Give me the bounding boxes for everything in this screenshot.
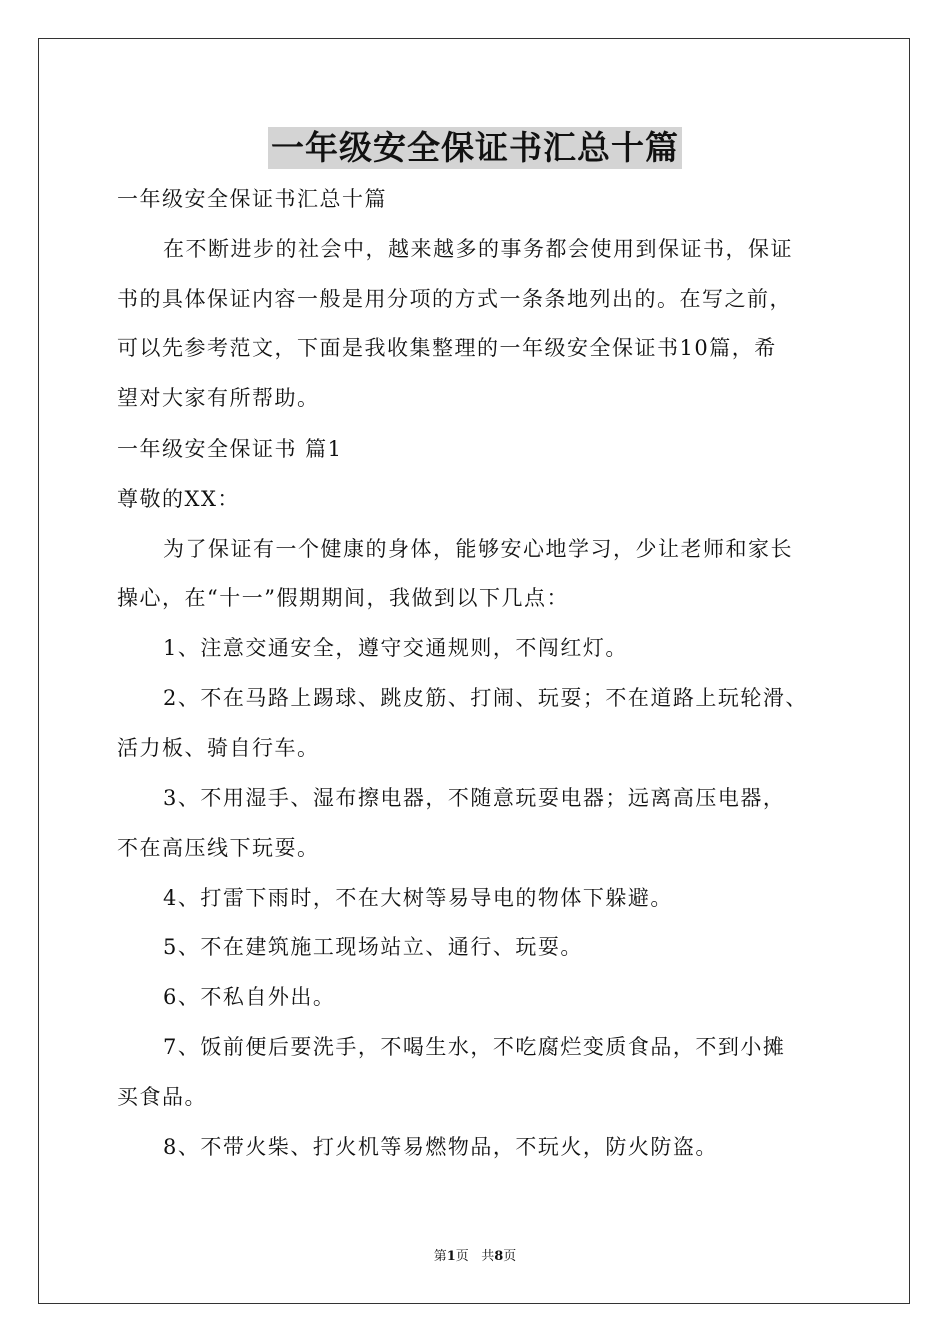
list-item: 4、打雷下雨时，不在大树等易导电的物体下躲避。 <box>163 886 673 910</box>
section-heading: 一年级安全保证书 篇1 <box>117 437 343 461</box>
paragraph-line: 望对大家有所帮助。 <box>117 386 320 410</box>
list-item-continuation: 活力板、骑自行车。 <box>117 736 320 760</box>
paragraph-line: 为了保证有一个健康的身体，能够安心地学习，少让老师和家长 <box>163 537 793 561</box>
document-title: 一年级安全保证书汇总十篇 <box>268 127 682 169</box>
salutation: 尊敬的XX： <box>117 487 240 511</box>
page-footer <box>0 1248 950 1266</box>
list-item-continuation: 不在高压线下玩耍。 <box>117 836 320 860</box>
list-item: 5、不在建筑施工现场站立、通行、玩耍。 <box>163 935 583 959</box>
subtitle-line: 一年级安全保证书汇总十篇 <box>117 187 387 211</box>
paragraph-line: 可以先参考范文，下面是我收集整理的一年级安全保证书10篇，希 <box>117 336 777 360</box>
title-block <box>0 127 950 169</box>
paragraph-line: 操心，在“十一”假期期间，我做到以下几点： <box>117 586 569 610</box>
footer-suffix: 页 <box>503 1249 517 1264</box>
list-item: 8、不带火柴、打火机等易燃物品，不玩火，防火防盗。 <box>163 1135 718 1159</box>
list-item: 2、不在马路上踢球、跳皮筋、打闹、玩耍；不在道路上玩轮滑、 <box>163 686 808 710</box>
page-frame <box>38 38 910 1304</box>
footer-prefix: 第 <box>433 1249 447 1264</box>
list-item: 3、不用湿手、湿布擦电器，不随意玩耍电器；远离高压电器， <box>163 786 786 810</box>
paragraph-line: 书的具体保证内容一般是用分项的方式一条条地列出的。在写之前， <box>117 287 792 311</box>
list-item: 1、注意交通安全，遵守交通规则，不闯红灯。 <box>163 636 628 660</box>
footer-page-current: 1 <box>446 1249 456 1264</box>
footer-page-total: 8 <box>494 1249 504 1264</box>
list-item: 6、不私自外出。 <box>163 985 336 1009</box>
list-item: 7、饭前便后要洗手，不喝生水，不吃腐烂变质食品，不到小摊 <box>163 1035 786 1059</box>
paragraph-line: 在不断进步的社会中，越来越多的事务都会使用到保证书，保证 <box>163 237 793 261</box>
list-item-continuation: 买食品。 <box>117 1085 207 1109</box>
footer-mid: 页 共 <box>455 1249 495 1264</box>
